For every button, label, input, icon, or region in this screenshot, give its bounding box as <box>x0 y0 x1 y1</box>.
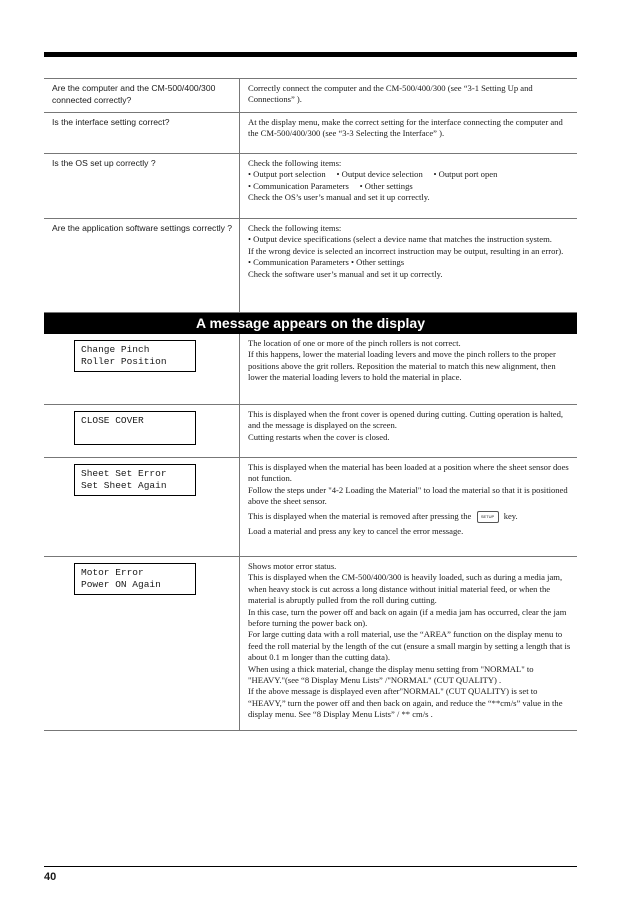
answer-line: Check the following items: <box>248 223 342 233</box>
description-line: Cutting restarts when the cover is closed. <box>248 431 390 442</box>
description-line: This is displayed when the CM-500/400/300 is heavily loaded, such as during a media jam, when heavy stock is cut across a long distance without initial material feed, or when the material is abruptly pulled from the roll during cutting. <box>248 572 563 606</box>
description-line <box>248 511 571 523</box>
question-cell: Is the interface setting correct? <box>44 113 240 153</box>
table-row <box>44 154 577 219</box>
description-line: Follow the steps under "4-2 Loading the Material" to load the material so that it is positioned above the sheet sensor. <box>248 484 568 507</box>
description-line: Shows motor error status. <box>248 561 337 571</box>
lcd-line: Roller Position <box>81 356 167 367</box>
description-line: For large cutting data with a roll material, use the “AREA” function on the display menu to feed the roll material by the length of the cut (ensure a small margin by setting a length that is about 0.1 m longer than the cutting data). <box>248 629 571 663</box>
description-line: When using a thick material, change the display menu setting from "NORMAL" to "HEAVY."(see “8 Display Menu Lists” /"NORMAL" (CUT QUALITY) . <box>248 663 534 686</box>
lcd-cell <box>44 458 240 556</box>
lcd-display <box>74 563 196 595</box>
answer-line: If the wrong device is selected an incorrect instruction may be output, resulting in an error). <box>248 245 564 256</box>
lcd-cell <box>44 334 240 404</box>
answer-line: • Communication Parameters • Other settings <box>248 180 413 191</box>
lcd-display <box>74 464 196 496</box>
message-row <box>44 458 577 557</box>
question-cell: Is the OS set up correctly ? <box>44 154 240 218</box>
answer-line: • Communication Parameters • Other settings <box>248 257 405 268</box>
answer-cell <box>240 113 577 153</box>
answer-line: • Output port selection • Output device selection • Output port open <box>248 169 498 180</box>
lcd-display <box>74 411 196 445</box>
answer-line: Correctly connect the computer and the CM-500/400/300 (see “3-1 Setting Up and Connections” ). <box>248 83 533 105</box>
description-line: This is displayed when the material has been loaded at a position where the sheet sensor does not function. <box>248 462 569 484</box>
message-row <box>44 405 577 458</box>
footer-rule <box>44 866 577 867</box>
lcd-line: Motor Error <box>81 567 144 578</box>
table-row <box>44 78 577 113</box>
page-number: 40 <box>44 871 57 883</box>
lcd-line: CLOSE COVER <box>81 415 144 426</box>
lcd-cell <box>44 405 240 457</box>
message-row <box>44 557 577 731</box>
message-description <box>240 334 577 404</box>
lcd-line: Change Pinch <box>81 344 150 355</box>
question-cell: Are the computer and the CM-500/400/300 connected correctly? <box>44 79 240 112</box>
answer-cell <box>240 219 577 312</box>
description-line: If the above message is displayed even after"NORMAL" (CUT QUALITY) is set to “HEAVY,” turn the power off and then back on again, and reduce the “**cm/s” value in the display menu. See “8 Display Menu Lists” / ** cm/s . <box>248 686 563 720</box>
description-line: This is displayed when the front cover is opened during cutting. Cutting operation is halted, and the message is displayed on the screen. <box>248 409 564 431</box>
lcd-line: Sheet Set Error <box>81 468 167 479</box>
message-description <box>240 557 577 730</box>
lcd-line: Power ON Again <box>81 579 161 590</box>
table-row <box>44 113 577 154</box>
top-rule <box>44 52 577 57</box>
key-text-before: This is displayed when the material is removed after pressing the <box>248 510 472 521</box>
answer-cell <box>240 79 577 112</box>
description-line: Load a material and press any key to cancel the error message. <box>248 525 464 536</box>
lcd-line: Set Sheet Again <box>81 480 167 491</box>
answer-line: Check the following items: <box>248 158 342 168</box>
message-description <box>240 405 577 457</box>
description-line: The location of one or more of the pinch rollers is not correct. <box>248 338 461 348</box>
message-row <box>44 334 577 405</box>
description-line: In this case, turn the power off and back on again (if a media jam has occurred, clear the jam before turning the power back on). <box>248 606 567 629</box>
question-cell: Are the application software settings correctly ? <box>44 219 240 312</box>
answer-line: • Output device specifications (select a device name that matches the instruction system. <box>248 234 552 245</box>
lcd-cell <box>44 557 240 730</box>
lcd-display <box>74 340 196 372</box>
answer-line: Check the software user’s manual and set it up correctly. <box>248 268 443 279</box>
troubleshooting-table <box>44 78 577 731</box>
section-heading: A message appears on the display <box>44 313 577 334</box>
message-description <box>240 458 577 556</box>
description-line: If this happens, lower the material loading levers and move the pinch rollers to the proper positions above the grit rollers. Reposition the material to match this new alignment, then lower the material loading levers to hold the material in place. <box>248 349 556 383</box>
answer-line: At the display menu, make the correct setting for the interface connecting the computer and the CM-500/400/300 (see “3-3 Selecting the Interface” ). <box>248 117 563 139</box>
answer-cell <box>240 154 577 218</box>
key-text-after: key. <box>503 510 518 521</box>
setup-key-icon: SETUP <box>477 511 499 523</box>
table-row <box>44 219 577 313</box>
answer-line: Check the OS’s user’s manual and set it up correctly. <box>248 192 430 203</box>
